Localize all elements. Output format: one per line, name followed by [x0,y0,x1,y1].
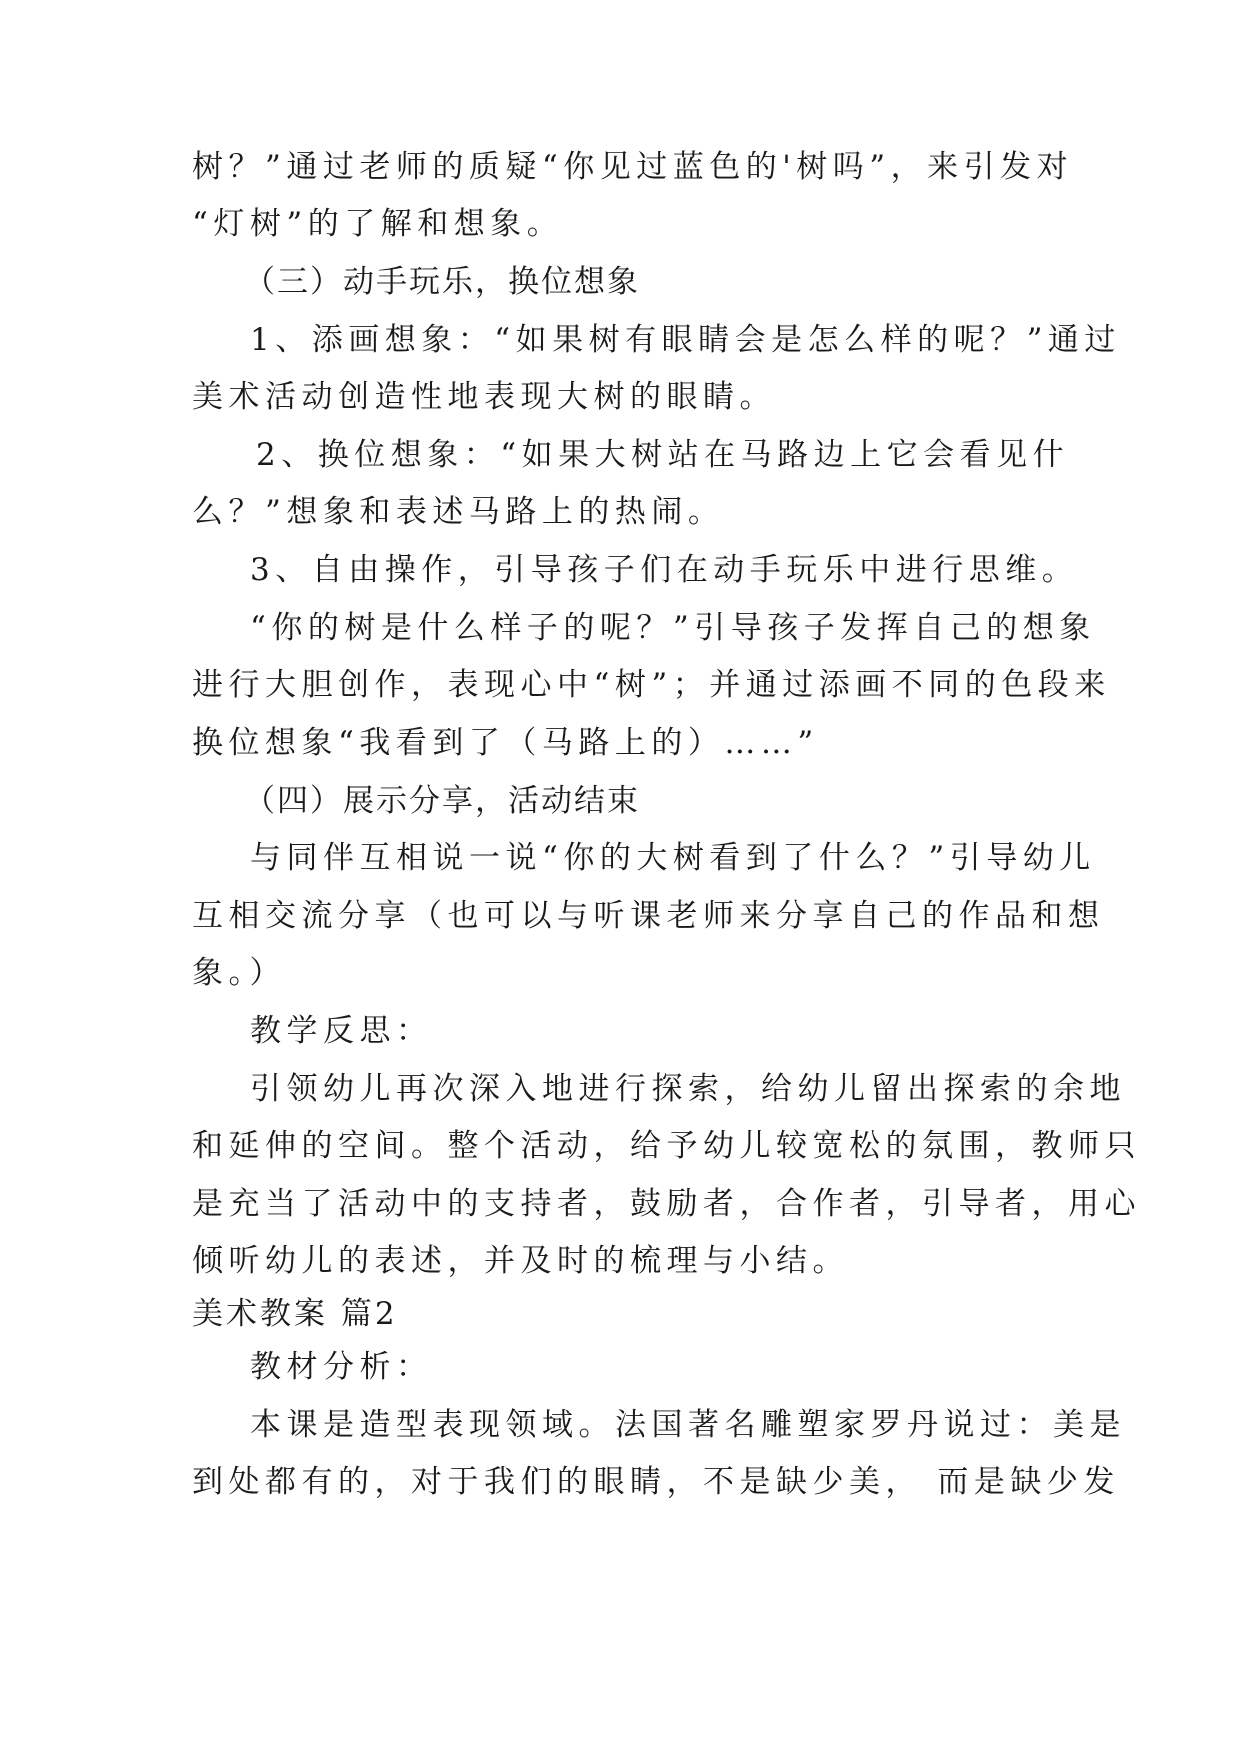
paragraph-line: 2、换位想象：“如果大树站在马路边上它会看见什 [256,437,1070,473]
subheading: 教学反思： [250,1013,433,1049]
paragraph-line: 本课是造型表现领域。法国著名雕塑家罗丹说过：美是 [250,1407,1126,1443]
paragraph-line: 换位想象“我看到了（马路上的）……” [192,725,819,761]
paragraph-line: 与同伴互相说一说“你的大树看到了什么？”引导幼儿 [250,840,1096,876]
paragraph-line: 么？”想象和表述马路上的热闹。 [192,494,725,530]
paragraph-line: 互相交流分享（也可以与听课老师来分享自己的作品和想 [192,898,1105,934]
article-title: 美术教案 篇2 [192,1296,398,1332]
paragraph-line: 和延伸的空间。整个活动，给予幼儿较宽松的氛围，教师只 [192,1128,1141,1164]
paragraph-line: 引领幼儿再次深入地进行探索，给幼儿留出探索的余地 [250,1071,1126,1107]
paragraph-line: 3、自由操作，引导孩子们在动手玩乐中进行思维。 [250,552,1079,588]
section-heading: （四）展示分享，活动结束 [244,783,640,819]
paragraph-line: “你的树是什么样子的呢？”引导孩子发挥自己的想象 [250,610,1096,646]
subheading: 教材分析： [250,1349,433,1385]
paragraph-line: 倾听幼儿的表述，并及时的梳理与小结。 [192,1243,849,1279]
section-heading: （三）动手玩乐，换位想象 [244,264,640,300]
paragraph-line: 美术活动创造性地表现大树的眼睛。 [192,379,776,415]
paragraph-line: 是充当了活动中的支持者，鼓励者，合作者，引导者，用心 [192,1186,1141,1222]
paragraph-line: “灯树”的了解和想象。 [192,206,564,242]
paragraph-line: 树？”通过老师的质疑“你见过蓝色的'树吗”，来引发对 [192,149,1074,185]
paragraph-line: 到处都有的，对于我们的眼睛，不是缺少美， 而是缺少发 [192,1464,1120,1500]
paragraph-line: 象。） [192,955,286,991]
paragraph-line: 进行大胆创作，表现心中“树”；并通过添画不同的色段来 [192,667,1111,703]
paragraph-line: 1、添画想象：“如果树有眼睛会是怎么样的呢？”通过 [250,322,1121,358]
